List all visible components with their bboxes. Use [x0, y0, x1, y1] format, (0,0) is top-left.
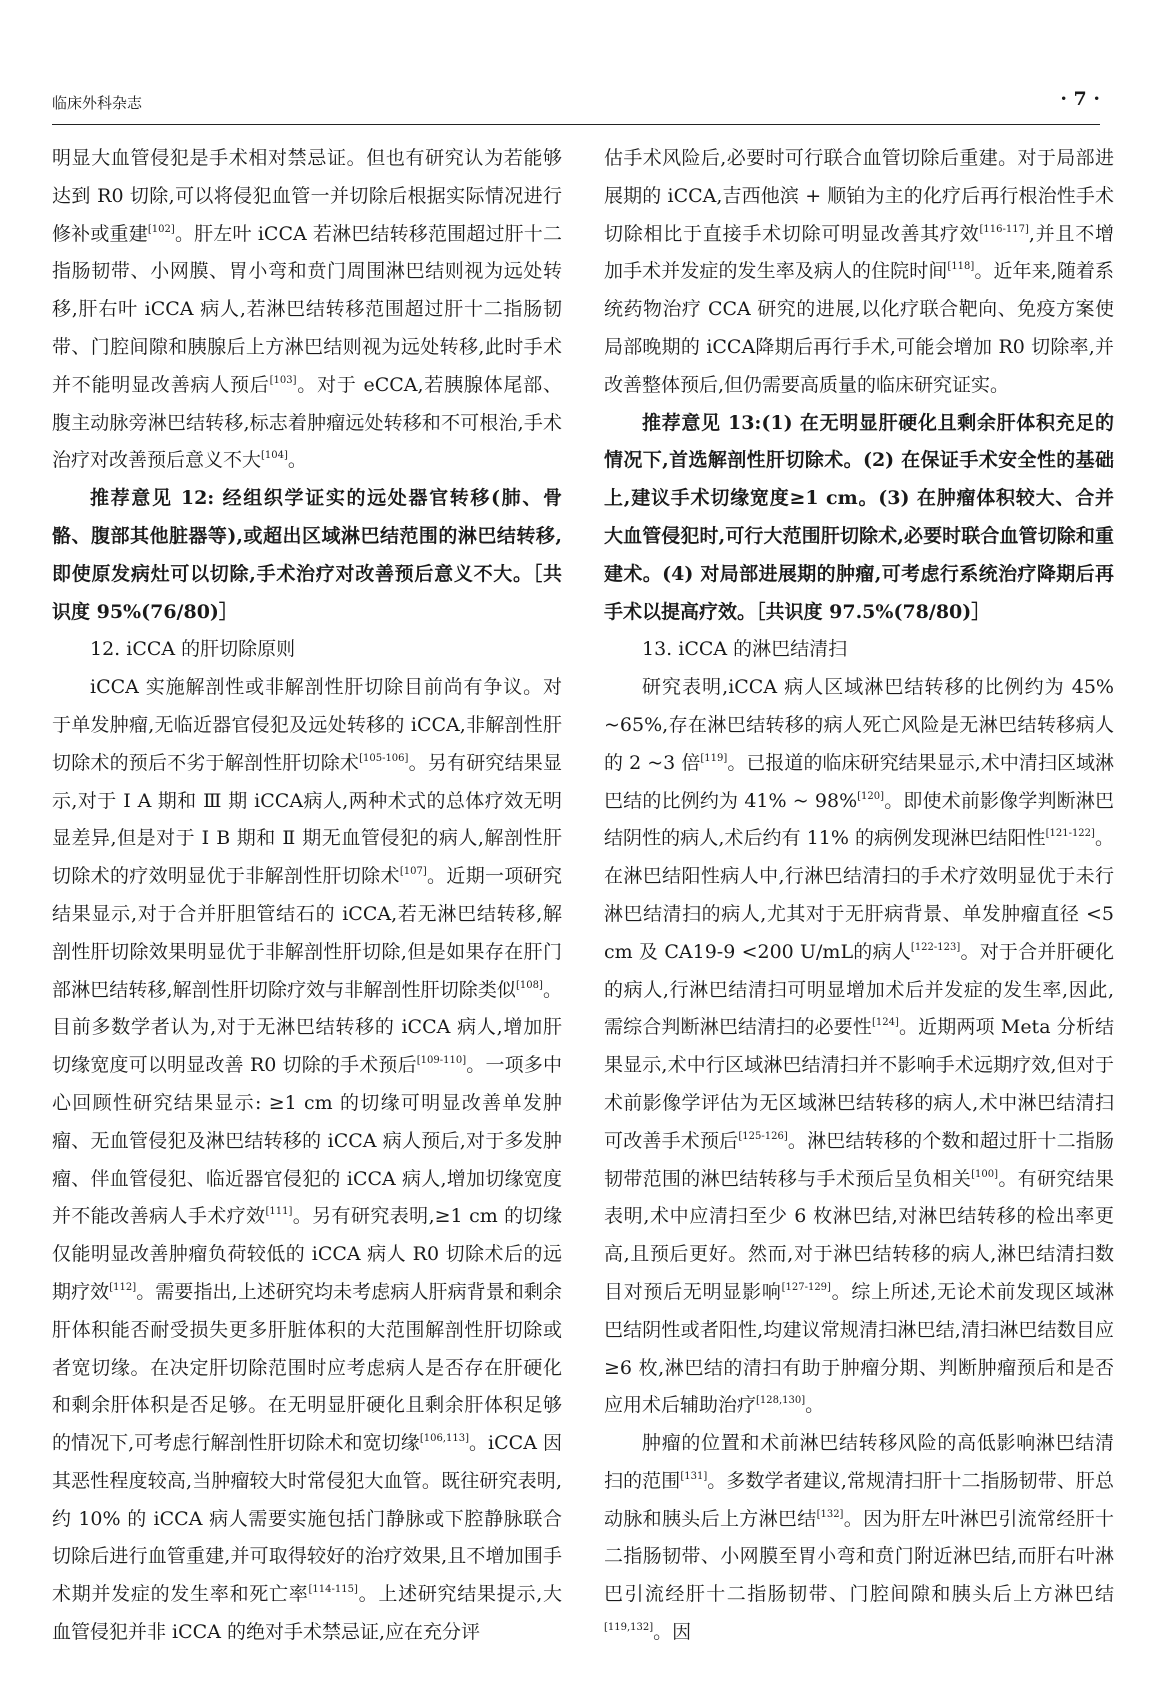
body-paragraph: [52, 669, 562, 1652]
text-run: 。近期两项 Meta 分析结果显示,术中行区域淋巴结清扫并不影响手术远期疗效,但对于术前影像学评估为无区域淋巴结转移的病人,术中淋巴结清扫可改善手术预后: [604, 1016, 1114, 1152]
page-number: · 7 ·: [1060, 88, 1100, 110]
right-column: [604, 140, 1114, 1652]
running-header: [52, 88, 1100, 114]
text-run: 。多数学者建议,常规清扫肝十二指肠韧带、肝总动脉和胰头后上方淋巴结: [604, 1469, 1114, 1530]
text-run: 。一项多中心回顾性研究结果显示: ≥1 cm 的切缘可明显改善单发肿瘤、无血管侵犯及淋巴结转移的 iCCA 病人预后,对于多发肿瘤、伴血管侵犯、临近器官侵犯的 iCCA 病人,增加切缘宽度并不能改善病人手术疗效: [52, 1054, 562, 1228]
left-column: [52, 140, 562, 1652]
text-run: 。上述研究结果提示,大血管侵犯并非 iCCA 的绝对手术禁忌证,应在充分评: [52, 1583, 562, 1644]
citation: [128,130]: [756, 1395, 806, 1407]
text-run: 。对于 eCCA,若胰腺体尾部、腹主动脉旁淋巴结转移,标志着肿瘤远处转移和不可根治,手术治疗对改善预后意义不大: [52, 373, 562, 472]
body-paragraph: [604, 1425, 1114, 1652]
text-run: ［共识度 95%(76/80)］: [52, 562, 562, 623]
section-heading: 12. iCCA 的肝切除原则: [90, 638, 296, 661]
citation: [132]: [816, 1508, 844, 1520]
text-run: 。: [287, 449, 307, 472]
text-run: 。iCCA 因其恶性程度较高,当肿瘤较大时常侵犯大血管。既往研究表明,约 10% 的 iCCA 病人需要实施包括门静脉或下腔静脉联合切除后进行血管重建,并可取得较好的治疗效果,且不增加围手术期并发症的发生率和死亡率: [52, 1432, 562, 1606]
text-run: 。对于合并肝硬化的病人,行淋巴结清扫可明显增加术后并发症的发生率,因此,需综合判断淋巴结清扫的必要性: [604, 940, 1114, 1039]
text-run: 。因为肝左叶淋巴引流常经肝十二指肠韧带、小网膜至胃小弯和贲门附近淋巴结,而肝右叶淋巴引流经肝十二指肠韧带、门腔间隙和胰头后上方淋巴结: [604, 1507, 1114, 1606]
citation: [122-123]: [910, 941, 961, 953]
citation: [127-129]: [781, 1281, 831, 1293]
text-run: 推荐意见 12: 经组织学证实的远处器官转移(肺、骨骼、腹部其他脏器等),或超出区域淋巴结范围的淋巴结转移,即使原发病灶可以切除,手术治疗对改善预后意义不大。: [52, 487, 562, 585]
text-run: 。因: [653, 1621, 692, 1644]
citation: [108]: [516, 979, 543, 991]
text-run: 。已报道的临床研究结果显示,术中清扫区域淋巴结的比例约为 41% ~ 98%: [604, 751, 1114, 812]
citation: [107]: [399, 866, 427, 878]
text-run: ［共识度 97.5%(78/80)］: [756, 600, 991, 623]
citation: [112]: [109, 1281, 137, 1293]
citation: [111]: [265, 1206, 293, 1218]
text-run: 研究表明,iCCA 病人区域淋巴结转移的比例约为 45% ~65%,存在淋巴结转移的病人死亡风险是无淋巴结转移病人的 2 ~3 倍: [604, 676, 1114, 774]
body-paragraph: [604, 140, 1114, 405]
recommendation-paragraph: [52, 480, 562, 631]
text-run: iCCA 实施解剖性或非解剖性肝切除目前尚有争议。对于单发肿瘤,无临近器官侵犯及远处转移的 iCCA,非解剖性肝切除术的预后不劣于解剖性肝切除术: [52, 676, 562, 774]
text-run: 。淋巴结转移的个数和超过肝十二指肠韧带范围的淋巴结转移与手术预后呈负相关: [604, 1129, 1114, 1190]
citation: [102]: [147, 223, 175, 235]
text-run: 肿瘤的位置和术前淋巴结转移风险的高低影响淋巴结清扫的范围: [604, 1432, 1114, 1492]
text-run: 。需要指出,上述研究均未考虑病人肝病背景和剩余肝体积能否耐受损失更多肝脏体积的大范围解剖性肝切除或者宽切缘。在决定肝切除范围时应考虑病人是否存在肝硬化和剩余肝体积是否足够。在无明显肝硬化且剩余肝体积足够的情况下,可考虑行解剖性肝切除术和宽切缘: [52, 1280, 562, 1455]
section-heading: 13. iCCA 的淋巴结清扫: [642, 638, 848, 661]
journal-name: 临床外科杂志: [52, 94, 143, 112]
citation: [106,113]: [419, 1433, 469, 1445]
text-run: 。有研究结果表明,术中应清扫至少 6 枚淋巴结,对淋巴结转移的检出率更高,且预后更好。然而,对于淋巴结转移的病人,淋巴结清扫数目对预后无明显影响: [604, 1167, 1114, 1303]
citation: [131]: [680, 1470, 708, 1482]
text-run: 。另有研究表明,≥1 cm 的切缘仅能明显改善肿瘤负荷较低的 iCCA 病人 R0 切除术后的远期疗效: [52, 1205, 562, 1303]
citation: [104]: [261, 450, 288, 462]
recommendation-paragraph: [604, 405, 1114, 632]
text-run: 。肝左叶 iCCA 若淋巴结转移范围超过肝十二指肠韧带、小网膜、胃小弯和贲门周围淋巴结则视为远处转移,肝右叶 iCCA 病人,若淋巴结转移范围超过肝十二指肠韧带、门腔间隙和胰腺后上方淋巴结则视为远处转移,此时手术并不能明显改善病人预后: [52, 222, 562, 396]
citation: [105-106]: [359, 752, 409, 764]
citation: [119,132]: [604, 1622, 654, 1634]
text-run: 。另有研究结果显示,对于 Ⅰ A 期和 Ⅲ 期 iCCA病人,两种术式的总体疗效无明显差异,但是对于 Ⅰ B 期和 Ⅱ 期无血管侵犯的病人,解剖性肝切除术的疗效明显优于非解剖性肝切除术: [52, 751, 562, 888]
text-run: 。在淋巴结阳性病人中,行淋巴结清扫的手术疗效明显优于未行淋巴结清扫的病人,尤其对于无肝病背景、单发肿瘤直径 <5 cm 及 CA19-9 <200 U/mL的病人: [604, 827, 1114, 963]
text-run: 。近期一项研究结果显示,对于合并肝胆管结石的 iCCA,若无淋巴结转移,解剖性肝切除效果明显优于非解剖性肝切除,但是如果存在肝门部淋巴结转移,解剖性肝切除疗效与非解剖性肝切除类似: [52, 865, 562, 1001]
citation: [116-117]: [979, 223, 1029, 235]
text-run: 。: [805, 1394, 825, 1417]
text-run: 推荐意见 13:(1) 在无明显肝硬化且剩余肝体积充足的情况下,首选解剖性肝切除术。(2) 在保证手术安全性的基础上,建议手术切缘宽度≥1 cm。(3) 在肿瘤体积较大、合并大血管侵犯时,可行大范围肝切除术,必要时联合血管切除和重建术。(4) 对局部进展期的肿瘤,可考虑行系统治疗降期后再手术以提高疗效。: [604, 411, 1114, 623]
citation: [103]: [269, 374, 297, 386]
text-run: 。综上所述,无论术前发现区域淋巴结阴性或者阳性,均建议常规清扫淋巴结,清扫淋巴结数目应≥6 枚,淋巴结的清扫有助于肿瘤分期、判断肿瘤预后和是否应用术后辅助治疗: [604, 1280, 1114, 1417]
citation: [125-126]: [738, 1130, 788, 1142]
citation: [109-110]: [416, 1055, 467, 1067]
citation: [118]: [947, 261, 975, 273]
citation: [121-122]: [1045, 828, 1095, 840]
citation: [100]: [971, 1168, 999, 1180]
text-run: 。即使术前影像学判断淋巴结阴性的病人,术后约有 11% 的病例发现淋巴结阳性: [604, 789, 1114, 850]
citation: [124]: [871, 1017, 899, 1029]
body-paragraph: [604, 669, 1114, 1425]
text-run: 明显大血管侵犯是手术相对禁忌证。但也有研究认为若能够达到 R0 切除,可以将侵犯血管一并切除后根据实际情况进行修补或重建: [52, 147, 562, 245]
text-run: 。近年来,随着系统药物治疗 CCA 研究的进展,以化疗联合靶向、免疫方案使局部晚期的 iCCA降期后再行手术,可能会增加 R0 切除率,并改善整体预后,但仍需要高质量的临床研究证实。: [604, 260, 1114, 396]
body-paragraph: [52, 140, 562, 480]
text-run: 估手术风险后,必要时可行联合血管切除后重建。对于局部进展期的 iCCA,吉西他滨 + 顺铂为主的化疗后再行根治性手术切除相比于直接手术切除可明显改善其疗效: [604, 147, 1114, 245]
citation: [120]: [857, 790, 885, 802]
header-rule: [52, 124, 1100, 125]
text-run: ,并且不增加手术并发症的发生率及病人的住院时间: [604, 222, 1114, 283]
citation: [119]: [700, 752, 728, 764]
citation: [114-115]: [308, 1584, 358, 1596]
text-run: 。目前多数学者认为,对于无淋巴结转移的 iCCA 病人,增加肝切缘宽度可以明显改善 R0 切除的手术预后: [52, 978, 562, 1077]
